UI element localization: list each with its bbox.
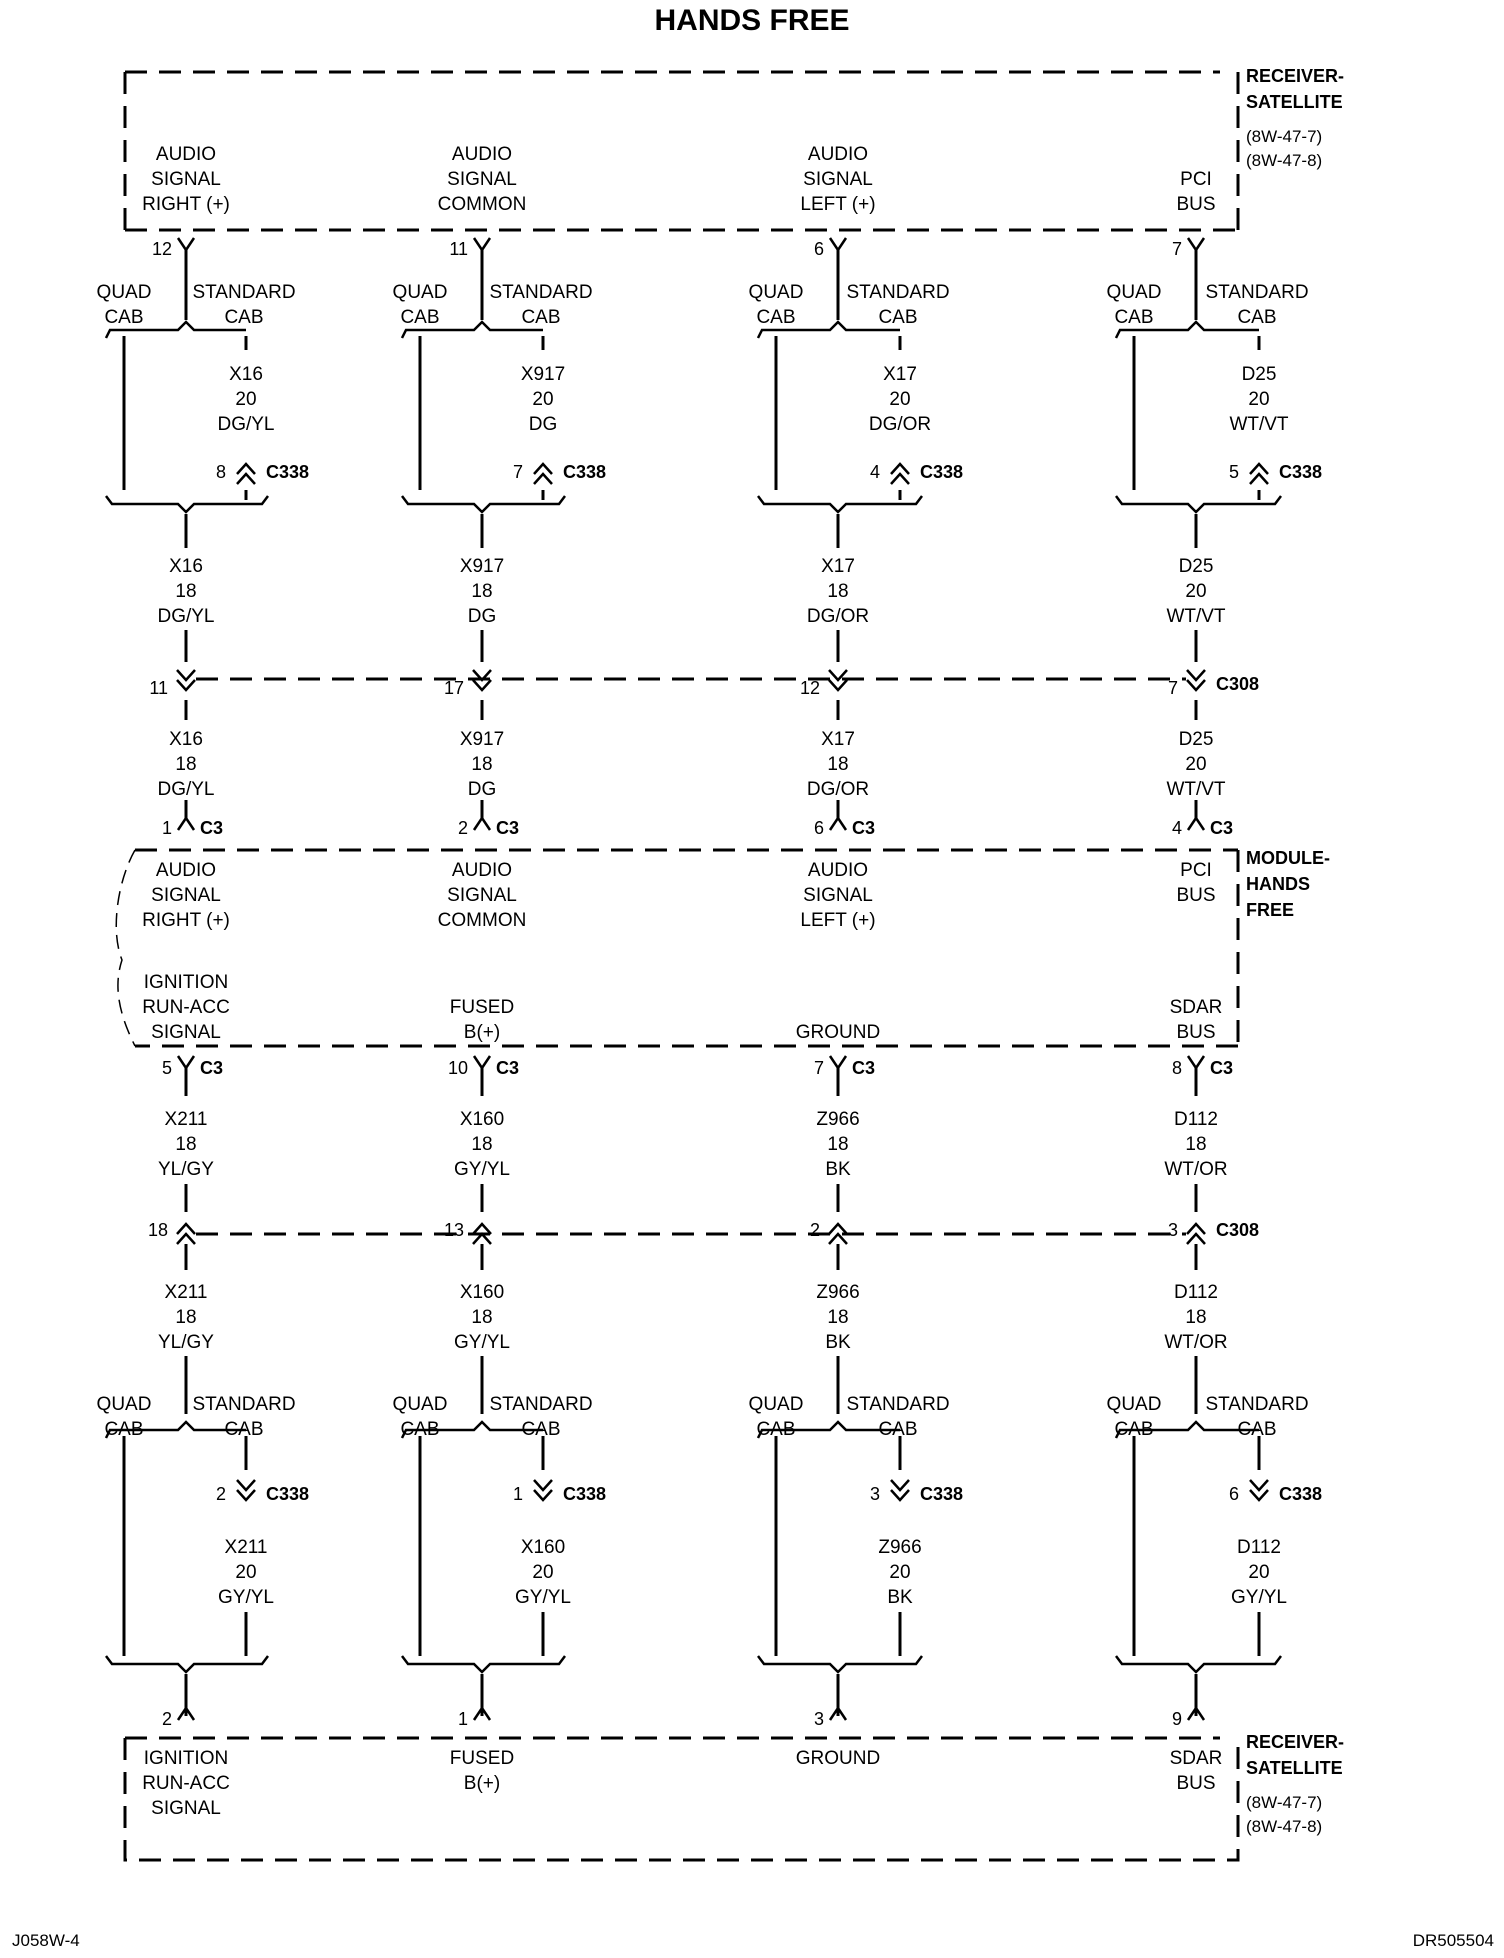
c3-pin-number: 10	[447, 1058, 468, 1078]
receiver-bottom-pin-number: 9	[1171, 1709, 1182, 1729]
c308-pin-number: 17	[443, 678, 464, 698]
receiver-top-name: RECEIVER-	[1246, 66, 1345, 86]
cab-join-bracket	[758, 496, 922, 512]
c308-connector-label: C308	[1216, 674, 1260, 694]
c338-connector-label: C338	[266, 1484, 310, 1504]
receiver-top-pin-label: PCI	[1180, 169, 1212, 190]
wire-code: 18	[827, 581, 849, 602]
c338-pin-number: 1	[512, 1484, 523, 1504]
receiver-bottom-pin-number: 2	[161, 1709, 172, 1729]
module-pin-label: RUN-ACC	[142, 997, 230, 1018]
c3-connector	[178, 1056, 194, 1068]
receiver-bottom-pin-label: SDAR	[1169, 1748, 1223, 1769]
quad-cab-label: CAB	[400, 1419, 440, 1440]
c3-pin-number: 8	[1171, 1058, 1182, 1078]
module-pin-label: AUDIO	[451, 860, 513, 881]
receiver-bottom-pin-number: 1	[457, 1709, 468, 1729]
quad-cab-label: QUAD	[392, 1394, 448, 1415]
wire-code: YL/GY	[158, 1159, 214, 1180]
module-pin-label: RIGHT (+)	[142, 910, 230, 931]
wire-code: WT/VT	[1166, 779, 1226, 800]
standard-wire-code: 20	[235, 1562, 257, 1583]
wire-code: 18	[471, 754, 493, 775]
cab-join-bracket	[1116, 496, 1281, 512]
wire-code: 18	[1185, 1134, 1207, 1155]
c3-pin-number: 2	[457, 818, 468, 838]
c3-connector	[830, 818, 846, 830]
module-pin-label: IGNITION	[143, 972, 229, 993]
standard-wire-code: X917	[520, 364, 566, 385]
standard-cab-label: CAB	[878, 1419, 918, 1440]
standard-wire-code: 20	[532, 1562, 554, 1583]
wire-code: WT/VT	[1166, 606, 1226, 627]
c3-pin-number: 1	[161, 818, 172, 838]
standard-wire-code: Z966	[878, 1537, 922, 1558]
module-pin-label: SIGNAL	[151, 885, 221, 906]
c308-pin-number: 2	[809, 1220, 820, 1240]
cab-join-bracket	[758, 1656, 922, 1672]
c3-connector	[1188, 1056, 1204, 1068]
wire-code: 18	[175, 1134, 197, 1155]
c338-connector	[891, 1480, 909, 1490]
wire-code: GY/YL	[454, 1332, 510, 1353]
wire-code: 18	[827, 1134, 849, 1155]
standard-cab-label: STANDARD	[489, 282, 593, 303]
c338-pin-number: 6	[1228, 1484, 1239, 1504]
c338-pin-number: 4	[869, 462, 880, 482]
c338-connector-label: C338	[1279, 462, 1323, 482]
c3-connector-label: C3	[496, 818, 520, 838]
c3-pin-number: 5	[161, 1058, 172, 1078]
wire-code: 18	[175, 581, 197, 602]
standard-wire-code: D25	[1241, 364, 1277, 385]
c308-pin-number: 3	[1167, 1220, 1178, 1240]
quad-cab-label: CAB	[756, 307, 796, 328]
c308-connector-label: C308	[1216, 1220, 1260, 1240]
module-pin-label: AUDIO	[807, 860, 869, 881]
receiver-top-ref: (8W-47-8)	[1246, 151, 1323, 170]
wire-code: X160	[459, 1282, 505, 1303]
receiver-bottom-pin-number: 3	[813, 1709, 824, 1729]
quad-cab-label: QUAD	[1106, 282, 1162, 303]
wire-code: BK	[825, 1159, 851, 1180]
receiver-bottom-pin-label: RUN-ACC	[142, 1773, 230, 1794]
quad-cab-label: CAB	[756, 1419, 796, 1440]
c308-pin-number: 7	[1167, 678, 1178, 698]
standard-cab-label: STANDARD	[1205, 1394, 1309, 1415]
receiver-top-pin-label: SIGNAL	[447, 169, 517, 190]
standard-wire-code: 20	[235, 389, 257, 410]
standard-cab-label: STANDARD	[192, 282, 296, 303]
receiver-bottom-name: SATELLITE	[1246, 1758, 1343, 1778]
c3-connector-label: C3	[200, 1058, 224, 1078]
wire-code: X16	[169, 556, 203, 577]
wire-code: DG	[467, 779, 497, 800]
c338-connector	[534, 474, 552, 484]
wire-code: 18	[471, 1134, 493, 1155]
module-pin-label: GROUND	[795, 1022, 881, 1043]
quad-cab-label: QUAD	[748, 1394, 804, 1415]
receiver-top-pin-label: AUDIO	[451, 144, 513, 165]
wire-code: 18	[827, 1307, 849, 1328]
receiver-bottom-ref: (8W-47-7)	[1246, 1793, 1323, 1812]
wire-code: X17	[821, 556, 855, 577]
c308-pin-number: 11	[149, 678, 168, 698]
wire-code: WT/OR	[1164, 1332, 1228, 1353]
wire-code: DG/YL	[157, 779, 215, 800]
wire-code: 18	[1185, 1307, 1207, 1328]
standard-wire-code: DG/OR	[868, 414, 932, 435]
standard-wire-code: 20	[889, 1562, 911, 1583]
receiver-top-name: SATELLITE	[1246, 92, 1343, 112]
wire-code: X16	[169, 729, 203, 750]
receiver-bottom-pin-label: BUS	[1176, 1773, 1216, 1794]
standard-wire-code: 20	[532, 389, 554, 410]
wire-code: WT/OR	[1164, 1159, 1228, 1180]
receiver-bottom-pin-label: IGNITION	[143, 1748, 229, 1769]
c338-connector-label: C338	[920, 1484, 964, 1504]
wire-code: 18	[471, 1307, 493, 1328]
cab-join-bracket	[106, 1656, 268, 1672]
quad-cab-label: CAB	[104, 307, 144, 328]
receiver-top-pin-number: 11	[449, 239, 468, 259]
standard-cab-label: CAB	[1237, 1419, 1277, 1440]
standard-wire-code: X211	[224, 1537, 268, 1558]
footer-left-code: J058W-4	[12, 1931, 80, 1950]
standard-wire-code: X160	[520, 1537, 566, 1558]
c3-connector	[1188, 818, 1204, 830]
c308-pin-number: 18	[147, 1220, 168, 1240]
quad-cab-label: QUAD	[96, 1394, 152, 1415]
c3-connector	[474, 818, 490, 830]
receiver-bottom-ref: (8W-47-8)	[1246, 1817, 1323, 1836]
standard-wire-code: DG/YL	[217, 414, 275, 435]
receiver-top-pin-connector	[830, 238, 846, 250]
module-pin-label: SIGNAL	[151, 1022, 221, 1043]
c3-connector	[178, 818, 194, 830]
standard-cab-label: STANDARD	[1205, 282, 1309, 303]
module-pin-label: B(+)	[463, 1022, 501, 1043]
standard-cab-label: STANDARD	[846, 282, 950, 303]
c338-connector	[1250, 474, 1268, 484]
module-name: MODULE-	[1246, 848, 1330, 868]
standard-cab-label: STANDARD	[489, 1394, 593, 1415]
module-pin-label: COMMON	[437, 910, 527, 931]
c3-pin-number: 4	[1171, 818, 1182, 838]
c3-connector	[830, 1056, 846, 1068]
standard-cab-label: CAB	[878, 307, 918, 328]
standard-wire-code: X17	[883, 364, 917, 385]
quad-cab-label: QUAD	[748, 282, 804, 303]
c3-connector-label: C3	[496, 1058, 520, 1078]
module-pin-label: AUDIO	[155, 860, 217, 881]
c3-connector-label: C3	[852, 818, 876, 838]
module-box-left-edge	[116, 850, 135, 1046]
standard-cab-label: CAB	[1237, 307, 1277, 328]
c3-connector	[474, 1056, 490, 1068]
c338-pin-number: 3	[869, 1484, 880, 1504]
wire-code: 18	[175, 754, 197, 775]
module-pin-label: BUS	[1176, 885, 1216, 906]
wire-code: DG	[467, 606, 497, 627]
receiver-top-pin-number: 6	[813, 239, 824, 259]
wire-code: BK	[825, 1332, 851, 1353]
c338-pin-number: 7	[512, 462, 523, 482]
standard-wire-code: GY/YL	[218, 1587, 274, 1608]
c3-connector-label: C3	[1210, 1058, 1234, 1078]
cab-join-bracket	[1116, 1656, 1281, 1672]
wire-code: D25	[1178, 556, 1214, 577]
c338-connector	[237, 474, 255, 484]
c308-connector	[177, 670, 195, 680]
receiver-bottom-pin-label: B(+)	[463, 1773, 501, 1794]
wire-code: D25	[1178, 729, 1214, 750]
module-pin-label: LEFT (+)	[800, 910, 876, 931]
standard-cab-label: CAB	[521, 1419, 561, 1440]
c3-connector-label: C3	[852, 1058, 876, 1078]
wire-code: DG/OR	[806, 779, 870, 800]
standard-wire-code: DG	[528, 414, 558, 435]
receiver-bottom-pin-label: GROUND	[795, 1748, 881, 1769]
standard-wire-code: D112	[1236, 1537, 1282, 1558]
standard-wire-code: WT/VT	[1229, 414, 1289, 435]
standard-wire-code: 20	[1248, 389, 1270, 410]
standard-wire-code: 20	[1248, 1562, 1270, 1583]
c308-connector	[1187, 1234, 1205, 1244]
module-pin-label: SDAR	[1169, 997, 1223, 1018]
receiver-bottom-pin-label: FUSED	[449, 1748, 515, 1769]
receiver-top-pin-label: SIGNAL	[803, 169, 873, 190]
c338-connector	[1250, 1480, 1268, 1490]
wire-code: X211	[164, 1109, 208, 1130]
standard-cab-label: CAB	[521, 307, 561, 328]
wire-code: X17	[821, 729, 855, 750]
c338-connector-label: C338	[1279, 1484, 1323, 1504]
quad-cab-label: CAB	[104, 1419, 144, 1440]
c338-connector-label: C338	[563, 1484, 607, 1504]
c338-pin-number: 5	[1228, 462, 1239, 482]
c338-pin-number: 8	[215, 462, 226, 482]
receiver-top-pin-label: RIGHT (+)	[142, 194, 230, 215]
receiver-top-pin-label: AUDIO	[155, 144, 217, 165]
cab-join-bracket	[106, 496, 268, 512]
wire-code: D112	[1173, 1282, 1219, 1303]
wire-code: Z966	[816, 1109, 860, 1130]
wire-code: DG/OR	[806, 606, 870, 627]
quad-cab-label: QUAD	[392, 282, 448, 303]
wire-code: DG/YL	[157, 606, 215, 627]
c338-connector-label: C338	[920, 462, 964, 482]
receiver-top-pin-label: COMMON	[437, 194, 527, 215]
wire-code: X917	[459, 729, 505, 750]
wire-code: GY/YL	[454, 1159, 510, 1180]
module-box	[135, 850, 1238, 1046]
receiver-bottom-name: RECEIVER-	[1246, 1732, 1345, 1752]
quad-cab-label: CAB	[400, 307, 440, 328]
footer-right-code: DR505504	[1412, 1931, 1494, 1950]
cab-join-bracket	[402, 1656, 565, 1672]
module-pin-label: FUSED	[449, 997, 515, 1018]
wire-code: 18	[471, 581, 493, 602]
receiver-top-pin-number: 12	[151, 239, 172, 259]
receiver-top-pin-connector	[474, 238, 490, 250]
receiver-top-pin-connector	[1188, 238, 1204, 250]
standard-wire-code: GY/YL	[515, 1587, 571, 1608]
receiver-top-pin-label: AUDIO	[807, 144, 869, 165]
c338-connector	[534, 1480, 552, 1490]
wire-code: X160	[459, 1109, 505, 1130]
c3-pin-number: 6	[813, 818, 824, 838]
diagram-title: HANDS FREE	[654, 4, 850, 37]
c338-pin-number: 2	[215, 1484, 226, 1504]
c338-connector-label: C338	[266, 462, 310, 482]
c3-connector-label: C3	[1210, 818, 1234, 838]
receiver-top-pin-label: BUS	[1176, 194, 1216, 215]
c308-connector	[1187, 670, 1205, 680]
standard-cab-label: CAB	[224, 307, 264, 328]
module-name: HANDS	[1246, 874, 1311, 894]
standard-wire-code: X16	[229, 364, 263, 385]
standard-wire-code: 20	[889, 389, 911, 410]
wire-code: X211	[164, 1282, 208, 1303]
receiver-top-pin-connector	[178, 238, 194, 250]
c338-connector-label: C338	[563, 462, 607, 482]
module-pin-label: SIGNAL	[803, 885, 873, 906]
receiver-top-box	[125, 72, 1238, 230]
cab-join-bracket	[402, 496, 565, 512]
standard-wire-code: BK	[887, 1587, 913, 1608]
c338-connector	[891, 474, 909, 484]
receiver-top-pin-label: SIGNAL	[151, 169, 221, 190]
receiver-top-pin-number: 7	[1171, 239, 1182, 259]
c3-pin-number: 7	[813, 1058, 824, 1078]
quad-cab-label: CAB	[1114, 1419, 1154, 1440]
receiver-bottom-pin-label: SIGNAL	[151, 1798, 221, 1819]
wire-code: 18	[827, 754, 849, 775]
c308-connector	[177, 1234, 195, 1244]
wire-code: Z966	[816, 1282, 860, 1303]
receiver-top-pin-label: LEFT (+)	[800, 194, 876, 215]
receiver-top-ref: (8W-47-7)	[1246, 127, 1323, 146]
wire-code: 18	[175, 1307, 197, 1328]
quad-cab-label: CAB	[1114, 307, 1154, 328]
quad-cab-label: QUAD	[96, 282, 152, 303]
standard-cab-label: STANDARD	[192, 1394, 296, 1415]
c338-connector	[237, 1480, 255, 1490]
c3-connector-label: C3	[200, 818, 224, 838]
wire-code: D112	[1173, 1109, 1219, 1130]
standard-cab-label: CAB	[224, 1419, 264, 1440]
wire-code: YL/GY	[158, 1332, 214, 1353]
module-pin-label: BUS	[1176, 1022, 1216, 1043]
receiver-bottom-box	[125, 1738, 1238, 1860]
wire-code: 20	[1185, 581, 1207, 602]
module-pin-label: SIGNAL	[447, 885, 517, 906]
quad-cab-label: QUAD	[1106, 1394, 1162, 1415]
module-name: FREE	[1246, 900, 1295, 920]
wire-code: 20	[1185, 754, 1207, 775]
module-pin-label: PCI	[1180, 860, 1212, 881]
c308-pin-number: 13	[443, 1220, 464, 1240]
wire-code: X917	[459, 556, 505, 577]
standard-wire-code: GY/YL	[1231, 1587, 1287, 1608]
standard-cab-label: STANDARD	[846, 1394, 950, 1415]
c308-pin-number: 12	[799, 678, 820, 698]
